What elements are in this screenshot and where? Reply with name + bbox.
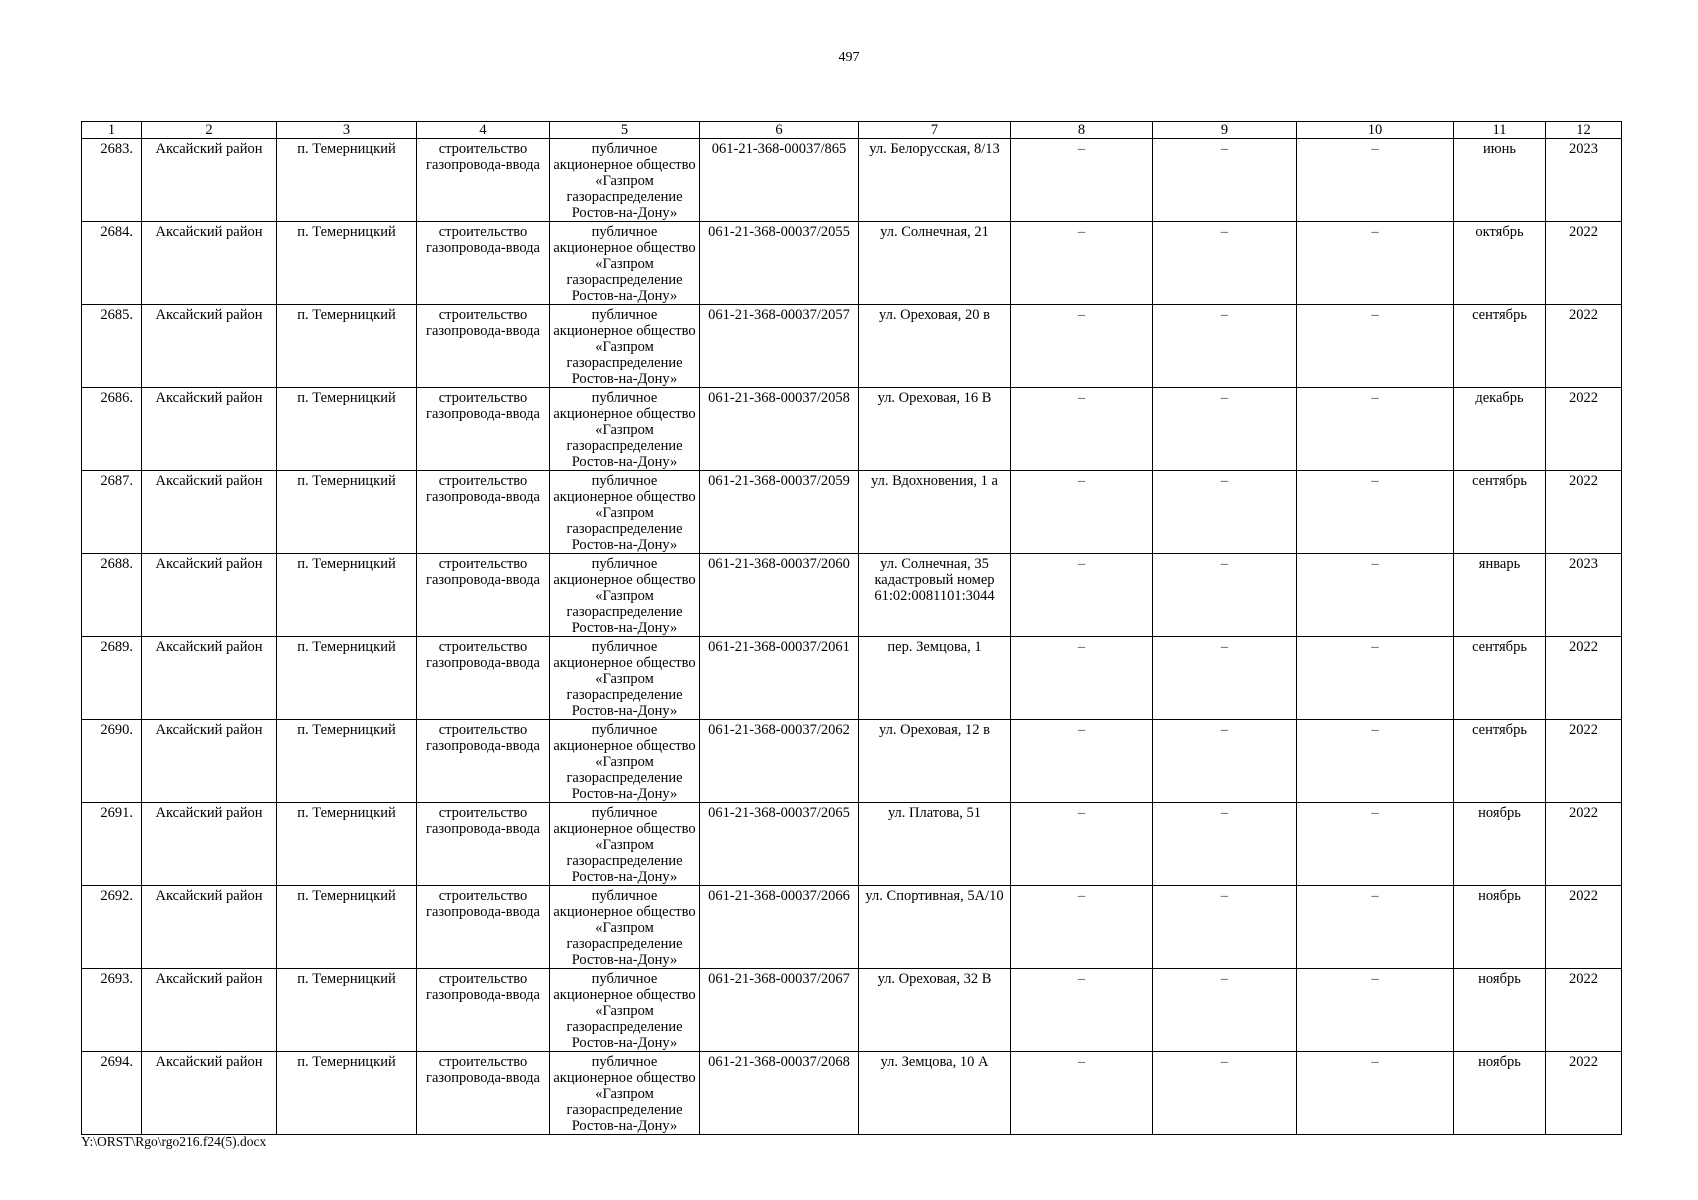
organization-cell: публичное акционерное общество «Газпром газораспределение Ростов-на-Дону» bbox=[550, 388, 700, 471]
column-10-cell: – bbox=[1297, 886, 1454, 969]
address-cell: ул. Земцова, 10 А bbox=[859, 1052, 1011, 1135]
column-header-4: 4 bbox=[417, 122, 550, 139]
column-header-8: 8 bbox=[1011, 122, 1153, 139]
column-8-cell: – bbox=[1011, 637, 1153, 720]
district-cell: Аксайский район bbox=[142, 637, 277, 720]
district-cell: Аксайский район bbox=[142, 803, 277, 886]
column-header-7: 7 bbox=[859, 122, 1011, 139]
registration-code-cell: 061-21-368-00037/2066 bbox=[700, 886, 859, 969]
row-number: 2689. bbox=[82, 637, 142, 720]
row-number: 2686. bbox=[82, 388, 142, 471]
organization-cell: публичное акционерное общество «Газпром газораспределение Ростов-на-Дону» bbox=[550, 803, 700, 886]
district-cell: Аксайский район bbox=[142, 305, 277, 388]
settlement-cell: п. Темерницкий bbox=[277, 1052, 417, 1135]
district-cell: Аксайский район bbox=[142, 1052, 277, 1135]
organization-cell: публичное акционерное общество «Газпром газораспределение Ростов-на-Дону» bbox=[550, 305, 700, 388]
work-type-cell: строительство газопровода-ввода bbox=[417, 1052, 550, 1135]
column-8-cell: – bbox=[1011, 886, 1153, 969]
work-type-cell: строительство газопровода-ввода bbox=[417, 969, 550, 1052]
district-cell: Аксайский район bbox=[142, 139, 277, 222]
work-type-cell: строительство газопровода-ввода bbox=[417, 554, 550, 637]
address-cell: ул. Спортивная, 5А/10 bbox=[859, 886, 1011, 969]
row-number: 2687. bbox=[82, 471, 142, 554]
column-10-cell: – bbox=[1297, 388, 1454, 471]
column-8-cell: – bbox=[1011, 305, 1153, 388]
column-9-cell: – bbox=[1153, 803, 1297, 886]
table-row bbox=[82, 720, 1622, 803]
work-type-cell: строительство газопровода-ввода bbox=[417, 886, 550, 969]
work-type-cell: строительство газопровода-ввода bbox=[417, 139, 550, 222]
column-8-cell: – bbox=[1011, 1052, 1153, 1135]
year-cell: 2022 bbox=[1546, 637, 1622, 720]
column-9-cell: – bbox=[1153, 969, 1297, 1052]
address-cell: ул. Ореховая, 32 В bbox=[859, 969, 1011, 1052]
work-type-cell: строительство газопровода-ввода bbox=[417, 471, 550, 554]
table-row bbox=[82, 388, 1622, 471]
column-9-cell: – bbox=[1153, 305, 1297, 388]
registration-code-cell: 061-21-368-00037/2057 bbox=[700, 305, 859, 388]
year-cell: 2022 bbox=[1546, 1052, 1622, 1135]
registration-code-cell: 061-21-368-00037/2059 bbox=[700, 471, 859, 554]
column-10-cell: – bbox=[1297, 803, 1454, 886]
settlement-cell: п. Темерницкий bbox=[277, 886, 417, 969]
registration-code-cell: 061-21-368-00037/2065 bbox=[700, 803, 859, 886]
column-9-cell: – bbox=[1153, 222, 1297, 305]
settlement-cell: п. Темерницкий bbox=[277, 388, 417, 471]
address-cell: ул. Ореховая, 12 в bbox=[859, 720, 1011, 803]
year-cell: 2022 bbox=[1546, 886, 1622, 969]
column-9-cell: – bbox=[1153, 1052, 1297, 1135]
district-cell: Аксайский район bbox=[142, 969, 277, 1052]
year-cell: 2023 bbox=[1546, 139, 1622, 222]
month-cell: ноябрь bbox=[1454, 886, 1546, 969]
column-9-cell: – bbox=[1153, 720, 1297, 803]
row-number: 2684. bbox=[82, 222, 142, 305]
settlement-cell: п. Темерницкий bbox=[277, 305, 417, 388]
column-header-1: 1 bbox=[82, 122, 142, 139]
district-cell: Аксайский район bbox=[142, 886, 277, 969]
work-type-cell: строительство газопровода-ввода bbox=[417, 720, 550, 803]
column-header-5: 5 bbox=[550, 122, 700, 139]
column-8-cell: – bbox=[1011, 139, 1153, 222]
gas-pipeline-table-container bbox=[81, 121, 1621, 1135]
year-cell: 2022 bbox=[1546, 803, 1622, 886]
column-10-cell: – bbox=[1297, 969, 1454, 1052]
address-cell: ул. Вдохновения, 1 а bbox=[859, 471, 1011, 554]
column-9-cell: – bbox=[1153, 886, 1297, 969]
district-cell: Аксайский район bbox=[142, 471, 277, 554]
organization-cell: публичное акционерное общество «Газпром газораспределение Ростов-на-Дону» bbox=[550, 554, 700, 637]
registration-code-cell: 061-21-368-00037/2060 bbox=[700, 554, 859, 637]
row-number: 2683. bbox=[82, 139, 142, 222]
registration-code-cell: 061-21-368-00037/2062 bbox=[700, 720, 859, 803]
year-cell: 2023 bbox=[1546, 554, 1622, 637]
year-cell: 2022 bbox=[1546, 471, 1622, 554]
address-cell: ул. Белорусская, 8/13 bbox=[859, 139, 1011, 222]
settlement-cell: п. Темерницкий bbox=[277, 139, 417, 222]
column-9-cell: – bbox=[1153, 139, 1297, 222]
row-number: 2694. bbox=[82, 1052, 142, 1135]
column-header-6: 6 bbox=[700, 122, 859, 139]
address-cell: ул. Солнечная, 21 bbox=[859, 222, 1011, 305]
table-row bbox=[82, 222, 1622, 305]
organization-cell: публичное акционерное общество «Газпром газораспределение Ростов-на-Дону» bbox=[550, 969, 700, 1052]
work-type-cell: строительство газопровода-ввода bbox=[417, 305, 550, 388]
organization-cell: публичное акционерное общество «Газпром газораспределение Ростов-на-Дону» bbox=[550, 720, 700, 803]
column-9-cell: – bbox=[1153, 637, 1297, 720]
organization-cell: публичное акционерное общество «Газпром газораспределение Ростов-на-Дону» bbox=[550, 471, 700, 554]
organization-cell: публичное акционерное общество «Газпром газораспределение Ростов-на-Дону» bbox=[550, 222, 700, 305]
column-8-cell: – bbox=[1011, 720, 1153, 803]
column-10-cell: – bbox=[1297, 637, 1454, 720]
column-9-cell: – bbox=[1153, 388, 1297, 471]
row-number: 2688. bbox=[82, 554, 142, 637]
table-row bbox=[82, 305, 1622, 388]
address-cell: ул. Ореховая, 20 в bbox=[859, 305, 1011, 388]
row-number: 2690. bbox=[82, 720, 142, 803]
table-row bbox=[82, 471, 1622, 554]
settlement-cell: п. Темерницкий bbox=[277, 720, 417, 803]
organization-cell: публичное акционерное общество «Газпром газораспределение Ростов-на-Дону» bbox=[550, 1052, 700, 1135]
settlement-cell: п. Темерницкий bbox=[277, 554, 417, 637]
column-header-2: 2 bbox=[142, 122, 277, 139]
month-cell: сентябрь bbox=[1454, 637, 1546, 720]
registration-code-cell: 061-21-368-00037/2055 bbox=[700, 222, 859, 305]
column-8-cell: – bbox=[1011, 222, 1153, 305]
column-number-row bbox=[82, 122, 1622, 139]
table-row bbox=[82, 554, 1622, 637]
row-number: 2691. bbox=[82, 803, 142, 886]
year-cell: 2022 bbox=[1546, 969, 1622, 1052]
month-cell: сентябрь bbox=[1454, 305, 1546, 388]
district-cell: Аксайский район bbox=[142, 222, 277, 305]
address-cell: ул. Солнечная, 35 кадастровый номер 61:02:0081101:3044 bbox=[859, 554, 1011, 637]
registration-code-cell: 061-21-368-00037/2068 bbox=[700, 1052, 859, 1135]
registration-code-cell: 061-21-368-00037/2058 bbox=[700, 388, 859, 471]
column-10-cell: – bbox=[1297, 720, 1454, 803]
column-9-cell: – bbox=[1153, 471, 1297, 554]
settlement-cell: п. Темерницкий bbox=[277, 637, 417, 720]
table-row bbox=[82, 637, 1622, 720]
row-number: 2692. bbox=[82, 886, 142, 969]
column-header-10: 10 bbox=[1297, 122, 1454, 139]
year-cell: 2022 bbox=[1546, 388, 1622, 471]
footer-file-path: Y:\ORST\Rgo\rgo216.f24(5).docx bbox=[81, 1134, 267, 1149]
settlement-cell: п. Темерницкий bbox=[277, 471, 417, 554]
month-cell: ноябрь bbox=[1454, 1052, 1546, 1135]
column-10-cell: – bbox=[1297, 1052, 1454, 1135]
month-cell: январь bbox=[1454, 554, 1546, 637]
month-cell: декабрь bbox=[1454, 388, 1546, 471]
settlement-cell: п. Темерницкий bbox=[277, 222, 417, 305]
year-cell: 2022 bbox=[1546, 305, 1622, 388]
registration-code-cell: 061-21-368-00037/865 bbox=[700, 139, 859, 222]
work-type-cell: строительство газопровода-ввода bbox=[417, 388, 550, 471]
column-8-cell: – bbox=[1011, 554, 1153, 637]
column-10-cell: – bbox=[1297, 305, 1454, 388]
address-cell: ул. Ореховая, 16 В bbox=[859, 388, 1011, 471]
organization-cell: публичное акционерное общество «Газпром газораспределение Ростов-на-Дону» bbox=[550, 886, 700, 969]
column-header-11: 11 bbox=[1454, 122, 1546, 139]
work-type-cell: строительство газопровода-ввода bbox=[417, 222, 550, 305]
column-8-cell: – bbox=[1011, 803, 1153, 886]
table-row bbox=[82, 969, 1622, 1052]
month-cell: сентябрь bbox=[1454, 471, 1546, 554]
address-cell: ул. Платова, 51 bbox=[859, 803, 1011, 886]
column-header-3: 3 bbox=[277, 122, 417, 139]
column-header-12: 12 bbox=[1546, 122, 1622, 139]
year-cell: 2022 bbox=[1546, 222, 1622, 305]
settlement-cell: п. Темерницкий bbox=[277, 803, 417, 886]
month-cell: июнь bbox=[1454, 139, 1546, 222]
table-body bbox=[82, 139, 1622, 1135]
column-8-cell: – bbox=[1011, 969, 1153, 1052]
organization-cell: публичное акционерное общество «Газпром газораспределение Ростов-на-Дону» bbox=[550, 139, 700, 222]
district-cell: Аксайский район bbox=[142, 554, 277, 637]
month-cell: сентябрь bbox=[1454, 720, 1546, 803]
column-10-cell: – bbox=[1297, 222, 1454, 305]
table-row bbox=[82, 139, 1622, 222]
registration-code-cell: 061-21-368-00037/2061 bbox=[700, 637, 859, 720]
work-type-cell: строительство газопровода-ввода bbox=[417, 637, 550, 720]
column-10-cell: – bbox=[1297, 471, 1454, 554]
column-header-9: 9 bbox=[1153, 122, 1297, 139]
column-8-cell: – bbox=[1011, 471, 1153, 554]
year-cell: 2022 bbox=[1546, 720, 1622, 803]
district-cell: Аксайский район bbox=[142, 720, 277, 803]
gas-pipeline-table bbox=[81, 121, 1622, 1135]
column-8-cell: – bbox=[1011, 388, 1153, 471]
address-cell: пер. Земцова, 1 bbox=[859, 637, 1011, 720]
row-number: 2693. bbox=[82, 969, 142, 1052]
month-cell: октябрь bbox=[1454, 222, 1546, 305]
page-number: 497 bbox=[838, 50, 860, 65]
month-cell: ноябрь bbox=[1454, 969, 1546, 1052]
table-row bbox=[82, 886, 1622, 969]
district-cell: Аксайский район bbox=[142, 388, 277, 471]
table-row bbox=[82, 1052, 1622, 1135]
month-cell: ноябрь bbox=[1454, 803, 1546, 886]
registration-code-cell: 061-21-368-00037/2067 bbox=[700, 969, 859, 1052]
column-10-cell: – bbox=[1297, 139, 1454, 222]
column-10-cell: – bbox=[1297, 554, 1454, 637]
column-9-cell: – bbox=[1153, 554, 1297, 637]
row-number: 2685. bbox=[82, 305, 142, 388]
table-row bbox=[82, 803, 1622, 886]
work-type-cell: строительство газопровода-ввода bbox=[417, 803, 550, 886]
organization-cell: публичное акционерное общество «Газпром газораспределение Ростов-на-Дону» bbox=[550, 637, 700, 720]
settlement-cell: п. Темерницкий bbox=[277, 969, 417, 1052]
